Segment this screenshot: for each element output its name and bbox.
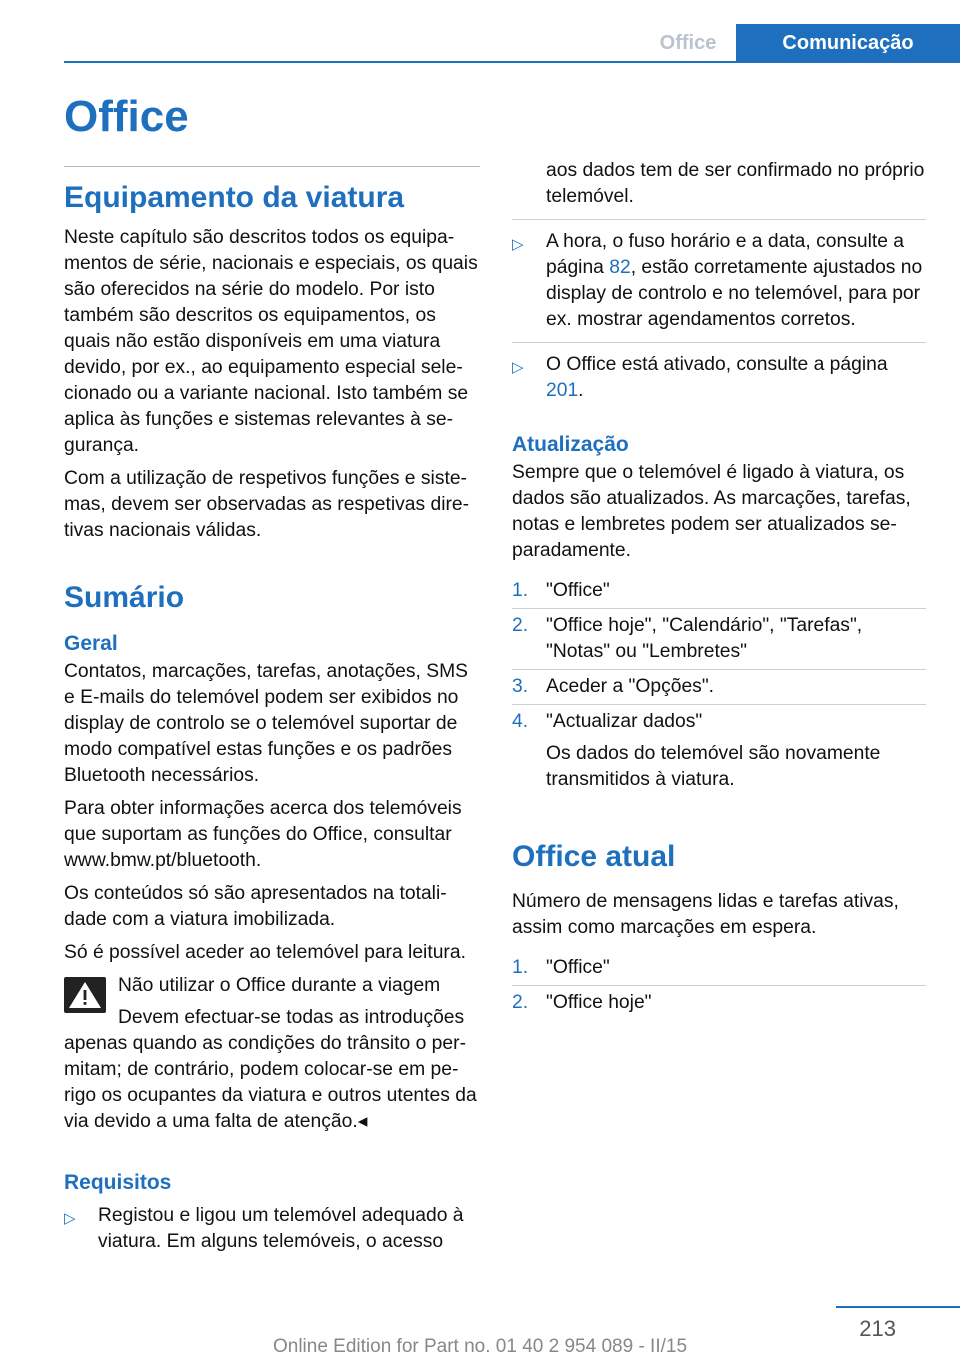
page-link-82[interactable]: 82: [609, 257, 631, 278]
paragraph: Com a utilização de respetivos funções e sistemas, devem ser observadas as respetivas diretivas nacionais válidas.: [64, 468, 470, 541]
warning-block: [64, 973, 478, 1135]
warning-body: Devem efectuar-se todas as introduções apenas quando as condições do trânsito o permitam; de contrário, podem colocar-se em perigo os ocupantes da viatura e outros utentes da via devido a uma falta de atenção.◂: [64, 1007, 477, 1132]
tab-office[interactable]: Office: [659, 31, 717, 54]
right-column: [512, 158, 926, 1020]
list-item: 2. "Office hoje", "Calendário", "Tarefas", "Notas" ou "Lembretes": [512, 608, 926, 669]
list-item: ▷ A hora, o fuso horário e a data, consulte a página 82, estão corretamente ajustados no display de controlo e no telemóvel, para por ex. mostrar agendamentos corretos.: [512, 229, 926, 343]
paragraph: Contatos, marcações, tarefas, anotações, SMS e E-mails do telemóvel podem ser exibidos no display de controlo se o telemóvel suportar de modo compatível estas funções e os padrões Bluetooth necessários.: [64, 661, 469, 786]
steps-list-2: [512, 951, 926, 1020]
list-item: 2. "Office hoje": [512, 985, 926, 1020]
tab-comunicacao[interactable]: Comunicação: [736, 24, 960, 62]
list-item: 4. "Actualizar dados" Os dados do telemóvel são novamente transmitidos à viatura.: [512, 704, 926, 797]
footer-rule: [836, 1306, 960, 1308]
footer-edition: Online Edition for Part no. 01 40 2 954 089 - II/15: [272, 1336, 688, 1357]
title-divider: [64, 166, 480, 167]
heading-geral: Geral: [64, 632, 118, 655]
paragraph: Neste capítulo são descritos todos os equipamentos de série, nacionais e especiais, os quais são oferecidos na série do modelo. Por isto também são descritos os equipamentos, os quais não estão disponíveis em uma viatura devido, por ex., ao equipamento especial selecionado ou a variante nacional. Isto também se aplica às funções e sistemas relevantes à segurança.: [64, 227, 478, 456]
heading-office-atual: Office atual: [512, 840, 676, 873]
bullet-triangle-icon: ▷: [512, 236, 524, 253]
paragraph: Os conteúdos só são apresentados na totalidade com a viatura imobilizada.: [64, 883, 447, 930]
bullet-triangle-icon: ▷: [64, 1210, 76, 1227]
heading-equipamento: Equipamento da viatura: [64, 181, 405, 214]
steps-list: [512, 574, 926, 797]
page-link-201[interactable]: 201: [546, 380, 579, 401]
page-title: Office: [64, 92, 189, 141]
list-item: ▷ O Office está ativado, consulte a página 201.: [512, 354, 888, 401]
paragraph: Sempre que o telemóvel é ligado à viatura, os dados são atualizados. As marcações, tarefas, notas e lembretes podem ser atualizados separadamente.: [512, 462, 911, 561]
heading-requisitos: Requisitos: [64, 1171, 172, 1194]
list-item: ▷ Registou e ligou um telemóvel adequado à viatura. Em alguns telemóveis, o acesso: [64, 1205, 464, 1252]
bullet-triangle-icon: ▷: [512, 359, 524, 376]
heading-atualizacao: Atualização: [512, 433, 629, 456]
header-rule: [64, 61, 960, 63]
list-item: 1. "Office": [512, 580, 610, 601]
list-item: aos dados tem de ser confirmado no próprio telemóvel.: [512, 158, 926, 220]
paragraph: Para obter informações acerca dos telemóveis que suportam as funções do Office, consultar www.bmw.pt/bluetooth.: [64, 798, 462, 871]
warning-title: Não utilizar o Office durante a viagem: [118, 975, 441, 996]
requisitos-list-cont: [512, 158, 926, 413]
paragraph: Número de mensagens lidas e tarefas ativas, assim como marcações em espera.: [512, 891, 899, 938]
list-item: 1. "Office": [512, 957, 610, 978]
heading-sumario: Sumário: [64, 581, 185, 614]
header-tabs: [640, 24, 960, 62]
left-column: [64, 178, 478, 1273]
requisitos-list: [64, 1203, 478, 1264]
page-number: 213: [859, 1316, 896, 1341]
paragraph: Só é possível aceder ao telemóvel para leitura.: [64, 942, 466, 963]
list-item: 3. Aceder a "Opções".: [512, 669, 926, 704]
warning-icon: [64, 977, 106, 1013]
